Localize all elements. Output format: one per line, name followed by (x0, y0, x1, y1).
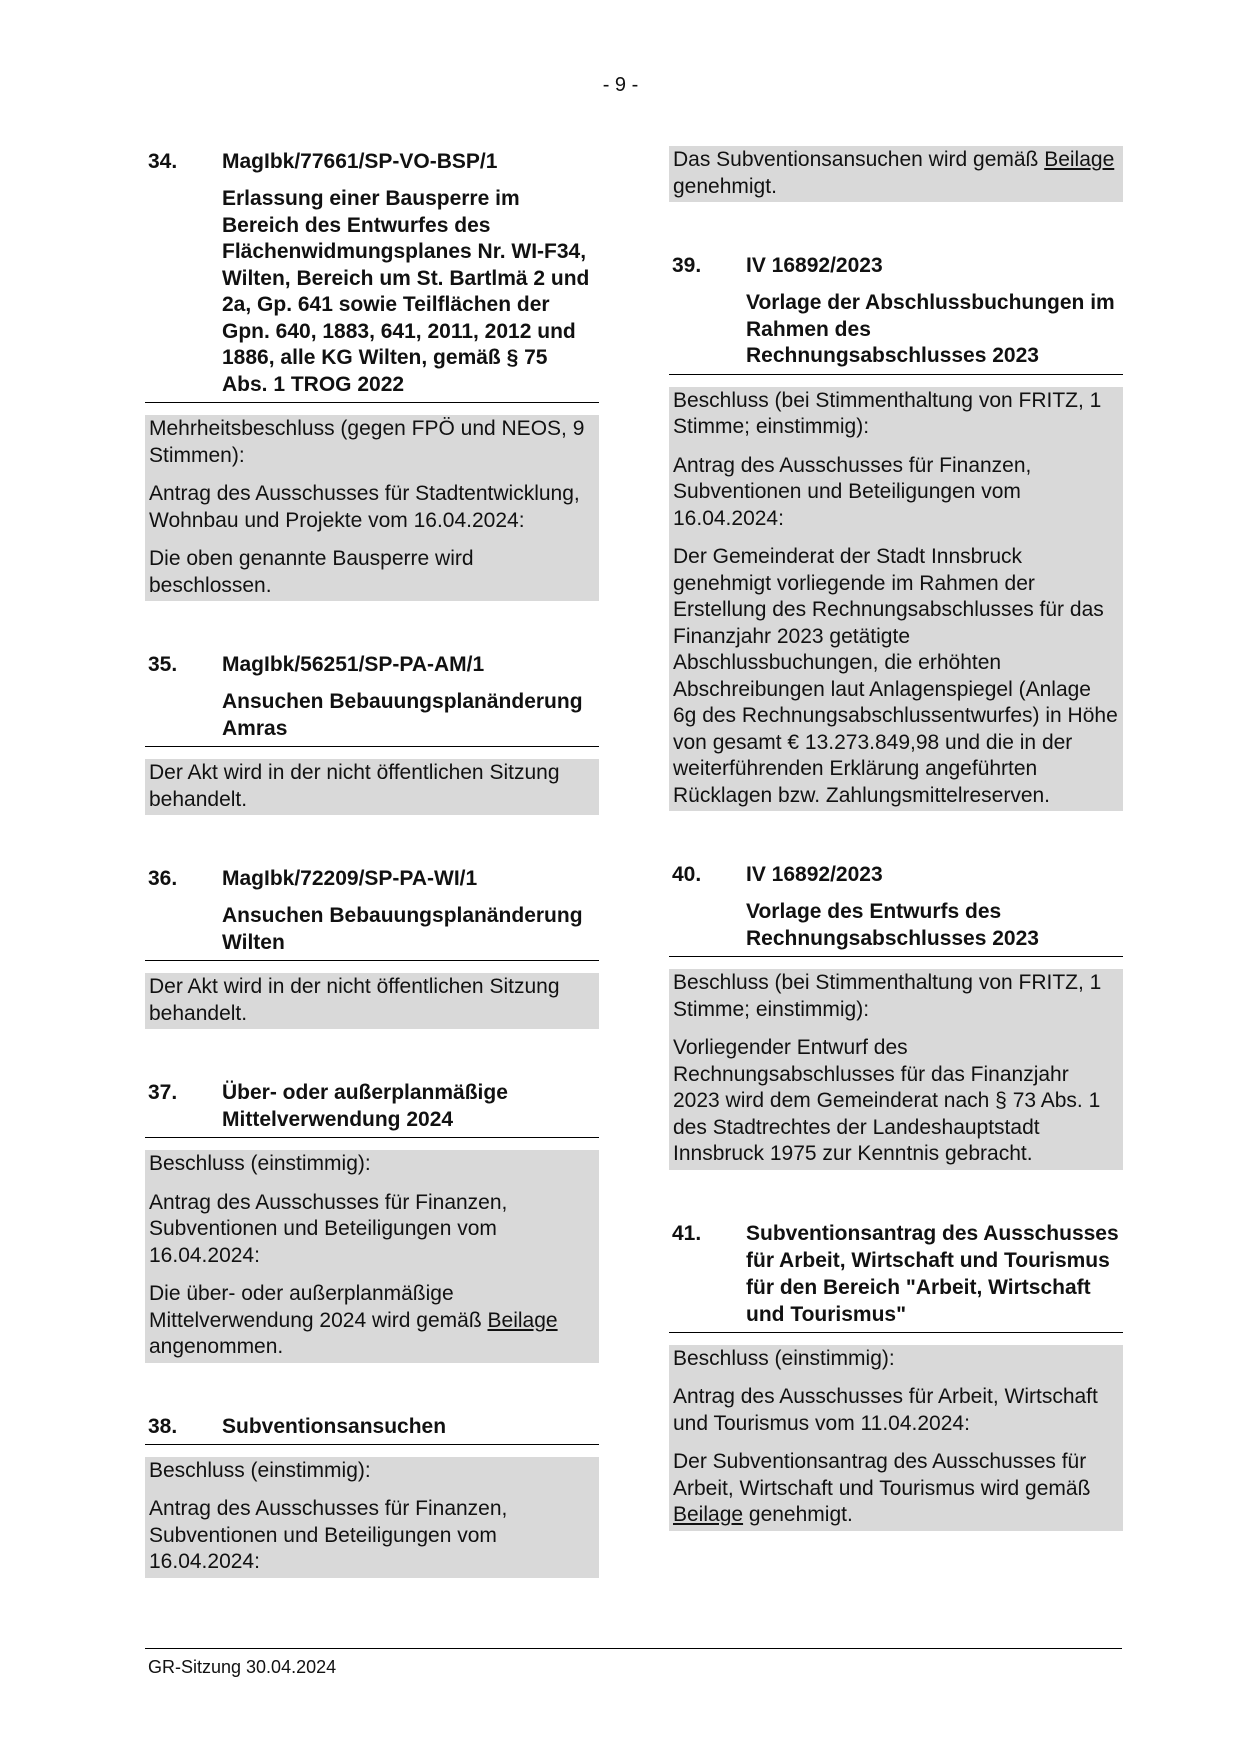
item-number: 34. (148, 150, 178, 173)
left-column (145, 148, 599, 1628)
divider (145, 746, 599, 747)
resolution-box (145, 759, 599, 815)
footer-text: GR-Sitzung 30.04.2024 (148, 1657, 337, 1677)
resolution-type: Beschluss (bei Stimmenthaltung von FRITZ, 1 Stimme; einstimmig): (673, 388, 1102, 438)
agenda-item-34 (145, 148, 599, 601)
motion-text: Antrag des Ausschusses für Finanzen, Subventionen und Beteiligungen vom 16.04.2024: (673, 453, 1032, 530)
item-number: 38. (148, 1414, 178, 1438)
agenda-item-38 (145, 1413, 599, 1578)
item-number: 40. (672, 863, 702, 886)
item-number: 39. (672, 254, 702, 277)
item-heading (669, 861, 1123, 888)
item-number: 41. (672, 1221, 702, 1245)
item-reference: IV 16892/2023 (746, 863, 883, 886)
item-number: 37. (148, 1081, 178, 1104)
resolution-type: Mehrheitsbeschluss (gegen FPÖ und NEOS, 9 Stimmen): (149, 417, 585, 467)
item-heading (145, 1079, 599, 1133)
item-subject: Vorlage des Entwurfs des Rechnungsabschlusses 2023 (746, 900, 1039, 950)
decision-text (673, 1449, 1119, 1529)
motion-text: Antrag des Ausschusses für Stadtentwicklung, Wohnbau und Projekte vom 16.04.2024: (149, 482, 580, 532)
item-reference: IV 16892/2023 (746, 254, 883, 277)
divider (145, 1137, 599, 1138)
divider (145, 1444, 599, 1445)
decision-text: Der Gemeinderat der Stadt Innsbruck genehmigt vorliegende im Rahmen der Erstellung des Rechnungsabschlusses für das Finanzjahr 2023 getätigte Abschlussbuchungen, die erhöhten Abschreibungen laut Anlagenspiegel (Anlage 6g des Rechnungsabschlussentwurfes) in Höhe von gesamt € 13.273.849,98 und die in der weiterführenden Erklärung angeführten Rücklagen bzw. Zahlungsmittelreserven. (673, 545, 1118, 807)
item-reference: MagIbk/77661/SP-VO-BSP/1 (222, 150, 498, 173)
agenda-item-40 (669, 861, 1123, 1170)
item-heading (669, 252, 1123, 279)
decision-text: Die oben genannte Bausperre wird beschlossen. (149, 547, 474, 597)
item-number: 36. (148, 867, 178, 890)
divider (145, 960, 599, 961)
beilage-link[interactable]: Beilage (673, 1503, 744, 1526)
item-reference: MagIbk/56251/SP-PA-AM/1 (222, 653, 485, 676)
resolution-type: Beschluss (bei Stimmenthaltung von FRITZ, 1 Stimme; einstimmig): (673, 971, 1102, 1021)
item-subject: Ansuchen Bebauungsplanänderung Amras (222, 690, 583, 740)
item-heading (669, 1220, 1123, 1328)
divider (145, 402, 599, 403)
item-heading (145, 148, 599, 175)
beilage-link[interactable]: Beilage (487, 1308, 558, 1332)
agenda-item-38-continued (669, 146, 1123, 202)
item-number: 35. (148, 653, 178, 676)
motion-text: Antrag des Ausschusses für Finanzen, Subventionen und Beteiligungen vom 16.04.2024: (149, 1190, 508, 1267)
resolution-box (669, 387, 1123, 812)
decision-text-start: Das Subventionsansuchen wird gemäß (673, 148, 1045, 171)
decision-text: Vorliegender Entwurf des Rechnungsabschlusses für das Finanzjahr 2023 wird dem Gemeinderat nach § 73 Abs. 1 des Stadtrechtes der Landeshauptstadt Innsbruck 1975 zur Kenntnis gebracht. (673, 1036, 1101, 1165)
resolution-box (145, 1150, 599, 1363)
resolution-box (145, 973, 599, 1029)
agenda-item-36 (145, 865, 599, 1029)
resolution-box (145, 415, 599, 601)
item-reference: Subventionsantrag des Ausschusses für Arbeit, Wirtschaft und Tourismus für den Bereich "Arbeit, Wirtschaft und Tourismus" (746, 1221, 1119, 1326)
resolution-text: Der Akt wird in der nicht öffentlichen Sitzung behandelt. (149, 761, 560, 811)
motion-text: Antrag des Ausschusses für Finanzen, Subventionen und Beteiligungen vom 16.04.2024: (149, 1497, 508, 1573)
decision-text-end: angenommen. (149, 1335, 284, 1358)
resolution-type: Beschluss (einstimmig): (149, 1458, 371, 1482)
item-subject: Ansuchen Bebauungsplanänderung Wilten (222, 904, 583, 954)
page-footer (145, 1648, 1122, 1678)
item-reference: Über- oder außerplanmäßige Mittelverwendung 2024 (222, 1081, 508, 1131)
resolution-box (669, 146, 1123, 202)
decision-text-end: genehmigt. (743, 1503, 853, 1526)
decision-text-end: genehmigt. (673, 174, 777, 198)
motion-text: Antrag des Ausschusses für Arbeit, Wirtschaft und Tourismus vom 11.04.2024: (673, 1385, 1098, 1435)
resolution-text: Der Akt wird in der nicht öffentlichen Sitzung behandelt. (149, 975, 560, 1025)
page-number: - 9 - (602, 74, 639, 96)
decision-text (149, 1281, 595, 1361)
item-reference: Subventionsansuchen (222, 1414, 447, 1438)
item-subject: Erlassung einer Bausperre im Bereich des Entwurfes des Flächenwidmungsplanes Nr. WI-F34, Wilten, Bereich um St. Bartlmä 2 und 2a, Gp. 641 sowie Teilflächen der Gpn. 640, 1883, 641, 2011, 2012 und 1886, alle KG Wilten, gemäß § 75 Abs. 1 TROG 2022 (222, 187, 590, 396)
decision-text-start: Die über- oder außerplanmäßige Mittelverwendung 2024 wird gemäß (149, 1282, 488, 1332)
resolution-type: Beschluss (einstimmig): (673, 1346, 895, 1370)
divider (669, 956, 1123, 957)
beilage-link[interactable]: Beilage (1044, 148, 1115, 171)
item-heading (145, 1413, 599, 1440)
decision-text (673, 147, 1119, 200)
right-column (669, 146, 1123, 1581)
decision-text-start: Der Subventionsantrag des Ausschusses für Arbeit, Wirtschaft und Tourismus wird gemäß (673, 1450, 1091, 1500)
divider (669, 1332, 1123, 1333)
resolution-type: Beschluss (einstimmig): (149, 1152, 371, 1175)
item-subject: Vorlage der Abschlussbuchungen im Rahmen des Rechnungsabschlusses 2023 (746, 291, 1115, 367)
resolution-box (145, 1457, 599, 1578)
agenda-item-41 (669, 1220, 1123, 1531)
resolution-box (669, 969, 1123, 1170)
agenda-item-39 (669, 252, 1123, 811)
item-heading (145, 865, 599, 892)
item-heading (145, 651, 599, 678)
resolution-box (669, 1345, 1123, 1531)
item-reference: MagIbk/72209/SP-PA-WI/1 (222, 867, 478, 890)
agenda-item-35 (145, 651, 599, 815)
divider (669, 374, 1123, 375)
agenda-item-37 (145, 1079, 599, 1363)
